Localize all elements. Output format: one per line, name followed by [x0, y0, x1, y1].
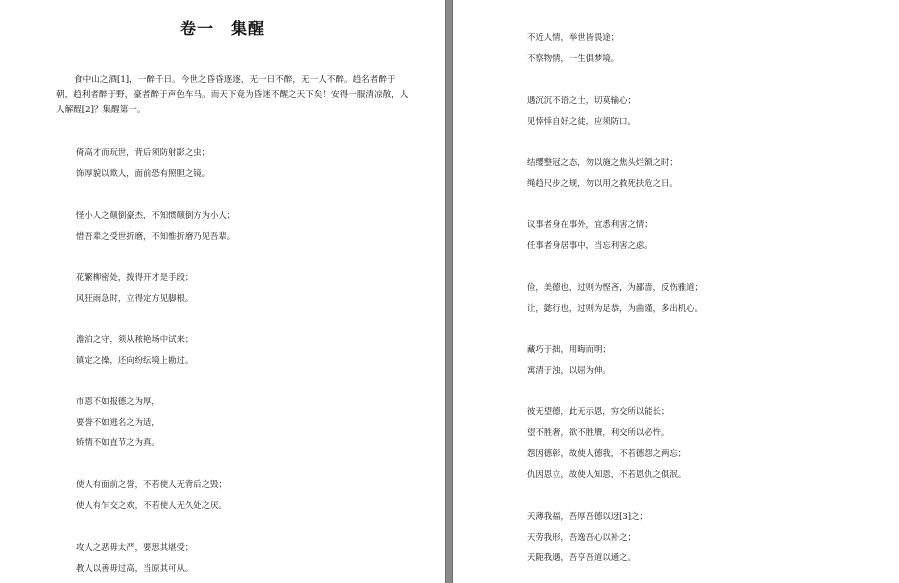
verse-line: 怪小人之颠倒豪杰，不知惯颠倒方为小人；: [76, 210, 236, 220]
verse-line: 花繁柳密处，拨得开才是手段；: [76, 272, 194, 282]
verse-line: 教人以善毋过高，当原其可从。: [76, 563, 194, 573]
verse-line: 俭，美德也，过则为悭吝，为鄙啬，反伤雅道；: [527, 282, 703, 292]
verse-line: 矫情不如直节之为真。: [76, 437, 160, 447]
verse-line: 倚高才而玩世，背后须防射影之虫；: [76, 147, 210, 157]
chapter-title: 卷一 集醒: [179, 19, 265, 38]
verse-line: 仇因恩立，故使人知恩，不若恩仇之俱泯。: [527, 469, 687, 479]
verse-line: 攻人之恶毋太严，要思其堪受；: [76, 542, 194, 552]
verse-line: 澹泊之守，须从秾艳场中试来；: [76, 334, 194, 344]
verse-line: 惜吾辈之受世折磨，不知惟折磨乃见吾辈。: [76, 231, 236, 241]
left-page: [0, 0, 445, 583]
chapter-intro: 食中山之酒[1]，一醉千日。今世之昏昏逐逐，无一日不醉，无一人不醉。趋名者醉于朝，趋利者醉于野，豪者醉于声色车马。而天下竟为昏迷不醒之天下矣！安得一服清凉散，人人解酲[2]？集醒第一。: [56, 75, 409, 115]
page-gutter: [445, 0, 453, 583]
verse-line: 使人有乍交之欢，不若使人无久处之厌。: [76, 500, 227, 510]
verse-line: 遇沉沉不语之士，切莫输心；: [527, 95, 636, 105]
verse-line: 不察物情，一生俱梦境。: [527, 53, 620, 63]
verse-line: 结缨整冠之态，勿以施之焦头烂额之时；: [527, 157, 678, 167]
verse-line: 市恩不如报德之为厚，: [76, 396, 160, 406]
verse-line: 不近人情，举世皆畏途；: [527, 32, 620, 42]
verse-line: 使人有面前之誉，不若使人无背后之毁；: [76, 479, 227, 489]
verse-line: 镇定之操，还向纷纭境上勘过。: [76, 355, 194, 365]
verse-line: 风狂雨急时，立得定方见脚根。: [76, 293, 194, 303]
verse-line: 饰厚貌以欺人，面前恐有照胆之镜。: [76, 168, 210, 178]
verse-line: 见悻悻自好之徒，应须防口。: [527, 116, 636, 126]
verse-line: 天薄我福，吾厚吾德以迓[3]之；: [527, 511, 648, 521]
verse-line: 彼无望德，此无示恩，穷交所以能长；: [527, 406, 670, 416]
verse-line: 藏巧于拙，用晦而明；: [527, 344, 611, 354]
verse-line: 怨因德彰，故使人德我，不若德怨之两忘；: [527, 448, 687, 458]
verse-line: 要誉不如逃名之为适，: [76, 417, 160, 427]
verse-line: 绳趋尺步之规，勿以用之救死扶危之日。: [527, 178, 678, 188]
verse-line: 望不胜奢，欲不胜餍，利交所以必忤。: [527, 427, 670, 437]
verse-line: 天阨我遇，吾亨吾道以通之。: [527, 552, 636, 562]
verse-line: 天劳我形，吾逸吾心以补之；: [527, 532, 636, 542]
verse-line: 任事者身居事中，当忘利害之虑。: [527, 240, 653, 250]
verse-line: 让，懿行也，过则为足恭，为曲谨，多出机心。: [527, 303, 703, 313]
verse-line: 议事者身在事外，宜悉利害之情；: [527, 219, 653, 229]
verse-line: 寓清于浊，以屈为伸。: [527, 365, 611, 375]
